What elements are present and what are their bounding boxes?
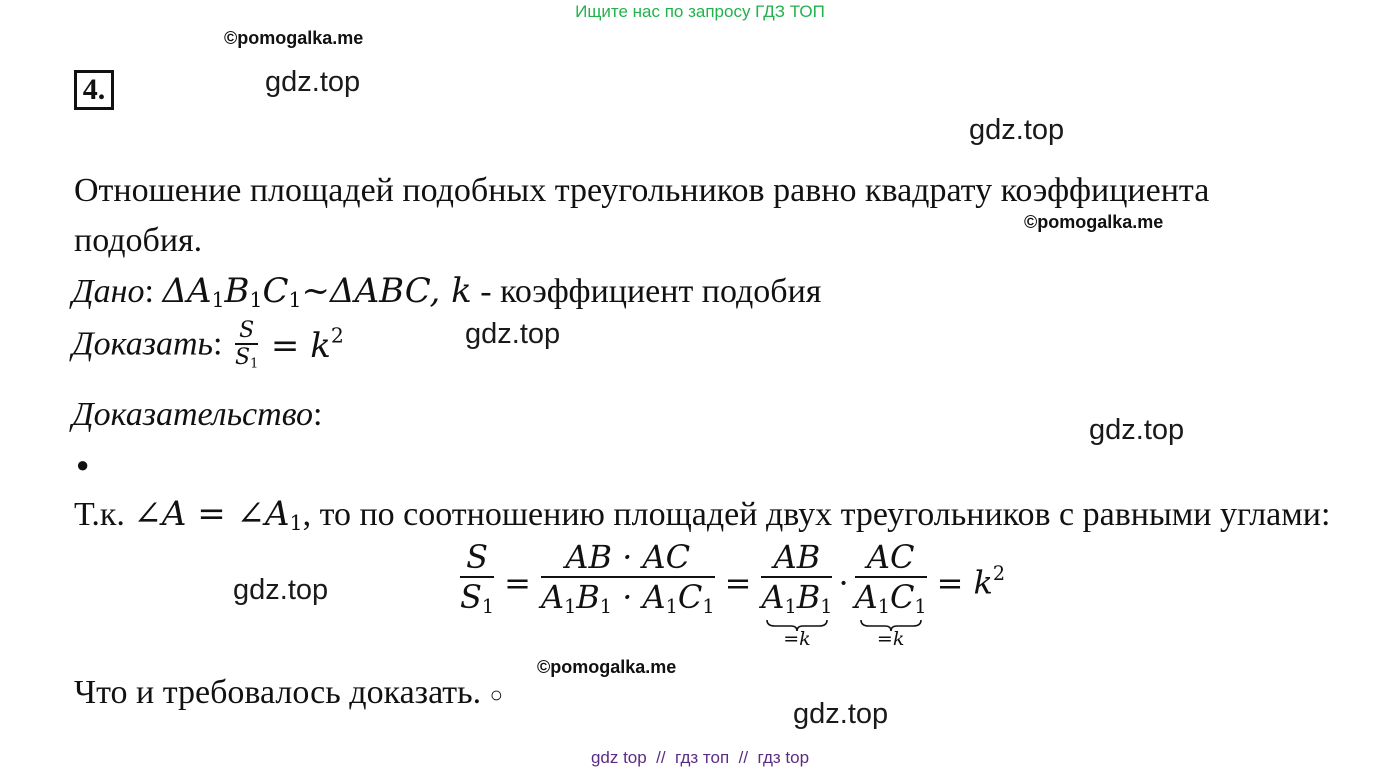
dot-sign: · [838,564,849,602]
brace-label: =k [783,627,811,650]
k-squared: $k^2$ [973,562,1006,602]
end-of-proof-icon: ○ [489,682,503,708]
prove-denominator: $S_1$ [234,345,259,372]
conclusion-text: Что и требовалось доказать. [74,674,482,711]
footer-links[interactable]: gdz top // гдз топ // гдз top [590,748,810,767]
theorem-line-2: подобия. [74,222,203,259]
frac-ab: AB $A_1B_1$ =k [761,538,833,650]
given-rest: - коэффициент подобия [471,273,822,310]
gdz-watermark: gdz.top [233,574,329,606]
given-line [72,271,821,312]
proof-line [74,494,1330,535]
equals-sign: = [724,564,752,602]
area-ratio-formula [460,538,1005,650]
prove-label: Доказать [72,325,213,363]
brace-label: =k [876,627,905,650]
prove-colon: : [212,325,223,363]
gdz-watermark: gdz.top [969,114,1065,146]
proof-label: Доказательство [72,396,314,433]
prove-line [72,318,344,371]
prove-numerator: S [239,318,255,343]
triangle-a1b1c1: ΔA [162,271,212,311]
proof-label-line [72,396,322,434]
bullet-point: ● [76,452,90,477]
frac-ac: AC $A_1C_1$ =k [854,538,927,650]
search-hint: Ищите нас по запросу ГДЗ ТОП [575,2,825,21]
given-colon: : [144,273,154,310]
proof-suffix: , то по соотношению площадей двух треугольников с равными углами: [302,496,1331,533]
theorem-line-1: Отношение площадей подобных треугольников равно квадрату коэффициента [74,172,1210,209]
task-number: 4. [74,70,114,110]
prove-fraction [235,318,258,371]
frac-s-s1: $\frac{S}{S_1}$ [460,538,495,618]
equals-sign: = [936,564,964,602]
given-label: Дано [72,273,145,310]
gdz-watermark: gdz.top [1089,414,1185,446]
proof-prefix: Т.к. [74,496,134,533]
frac-product: $\frac{AB \cdot AC}{A_1B_1 \cdot A_1C_1}$ [540,538,715,618]
coef-k: k [451,271,472,311]
equals-sign: = [504,564,531,602]
gdz-watermark: gdz.top [793,698,889,730]
similar-abc: ~ΔABC, [301,271,452,311]
angle-equality: ∠A = $\angle A_1$ [133,494,303,536]
prove-rhs: = $k^2$ [270,323,344,366]
conclusion-line [74,674,503,712]
proof-colon: : [313,396,323,433]
gdz-watermark: gdz.top [265,66,361,98]
copyright-watermark: ©pomogalka.me [224,28,364,48]
copyright-watermark: ©pomogalka.me [537,657,677,677]
gdz-watermark: gdz.top [465,318,561,350]
copyright-watermark: ©pomogalka.me [1024,212,1164,232]
given-formula: $\Delta A_1B_1C_1\sim\Delta ABC$, k [162,271,472,313]
